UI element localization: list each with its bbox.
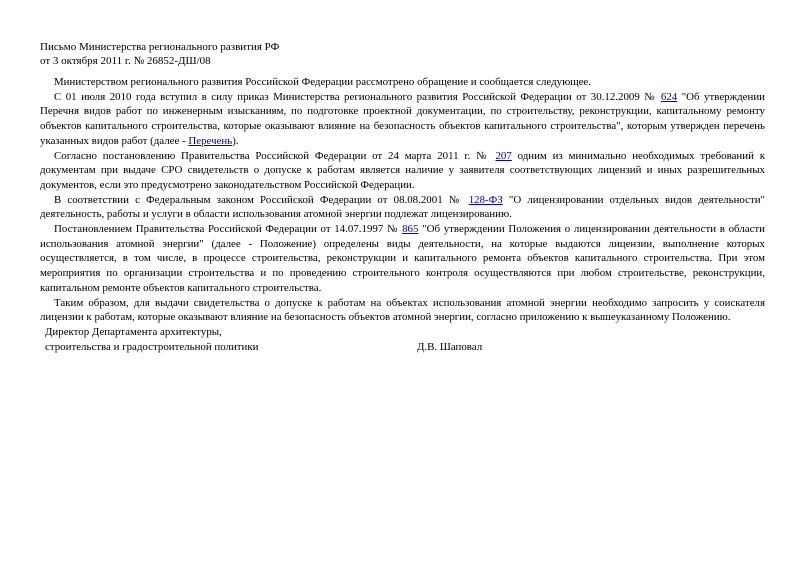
title-line-2: от 3 октября 2011 г. № 26852-ДШ/08 [40, 55, 211, 67]
paragraph-5 [40, 222, 765, 296]
paragraph-6: Таким образом, для выдачи свидетельства о допуске к работам на объектах использования атомной энергии необходимо запросить у соискателя лицензии к работам, которые оказывают влияние на безопасность объектов атомной энергии, согласно приложению к вышеуказанному Положению. [40, 296, 765, 324]
paragraph-4-text-b: "О лицензировании отдельных видов деятельности" деятельность, работы и услуги в области использования атомной энергии подлежат лицензированию. [40, 193, 765, 221]
paragraph-3-text-a: Согласно постановлению Правительства Российской Федерации от 24 марта 2011 г. № [54, 149, 496, 162]
signature-title-line-1: Директор Департамента архитектуры, [45, 326, 222, 338]
law-128-fz-link[interactable]: 128-ФЗ [468, 193, 503, 206]
resolution-207-link[interactable]: 207 [495, 149, 512, 162]
paragraph-4-text-a: В соответствии с Федеральным законом Российской Федерации от 08.08.2001 № [54, 193, 469, 206]
document-body [40, 75, 765, 325]
order-624-link[interactable]: 624 [660, 90, 678, 103]
paragraph-2-text-a: С 01 июля 2010 года вступил в силу приказ Министерства регионального развития Российской Федерации от 30.12.2009 № [54, 90, 661, 103]
paragraph-3-text-b: одним из минимально необходимых требований к документам при выдаче СРО свидетельств о допуске к работам является наличие у заявителя соответствующих лицензий и иных разрешительных документов, если это предусмотрено законодательством Российской Федерации. [40, 149, 765, 191]
paragraph-1: Министерством регионального развития Российской Федерации рассмотрено обращение и сообщается следующее. [54, 76, 591, 88]
paragraph-4 [40, 193, 765, 222]
paragraph-2 [40, 90, 765, 149]
paragraph-3 [40, 149, 765, 193]
paragraph-2-text-b: "Об утверждении Перечня видов работ по инженерным изысканиям, по подготовке проектной документации, по строительству, реконструкции, капитальному ремонту объектов капитального строительства, которые оказывают влияние на безопасность объектов капитального строительства", которым утвержден перечень указанных видов работ (далее - [40, 90, 765, 147]
perechen-link[interactable]: Перечень [188, 134, 233, 147]
resolution-865-link[interactable]: 865 [402, 223, 419, 236]
signature-block [45, 325, 259, 354]
signature-title-line-2: строительства и градостроительной политики [45, 340, 259, 353]
paragraph-2-text-c: ). [232, 134, 239, 147]
document-title [40, 40, 279, 68]
paragraph-5-text-a: Постановлением Правительства Российской Федерации от 14.07.1997 № [54, 223, 403, 236]
title-line-1: Письмо Министерства регионального развития РФ [40, 41, 280, 53]
signatory-name: Д.В. Шаповал [417, 340, 483, 353]
paragraph-5-text-b: "Об утверждении Положения о лицензировании деятельности в области использования атомной энергии" (далее - Положение) определены виды деятельности, на которые выдаются лицензии, выполнение которых осуществляется, в том числе, в процессе строительства, реконструкции и капитального ремонта объектов капитального строительства. При этом мероприятия по организации строительства и по проведению строительного контроля осуществляются при любом строительстве, реконструкции, капитальном ремонте объектов капитального строительства. [40, 223, 765, 294]
